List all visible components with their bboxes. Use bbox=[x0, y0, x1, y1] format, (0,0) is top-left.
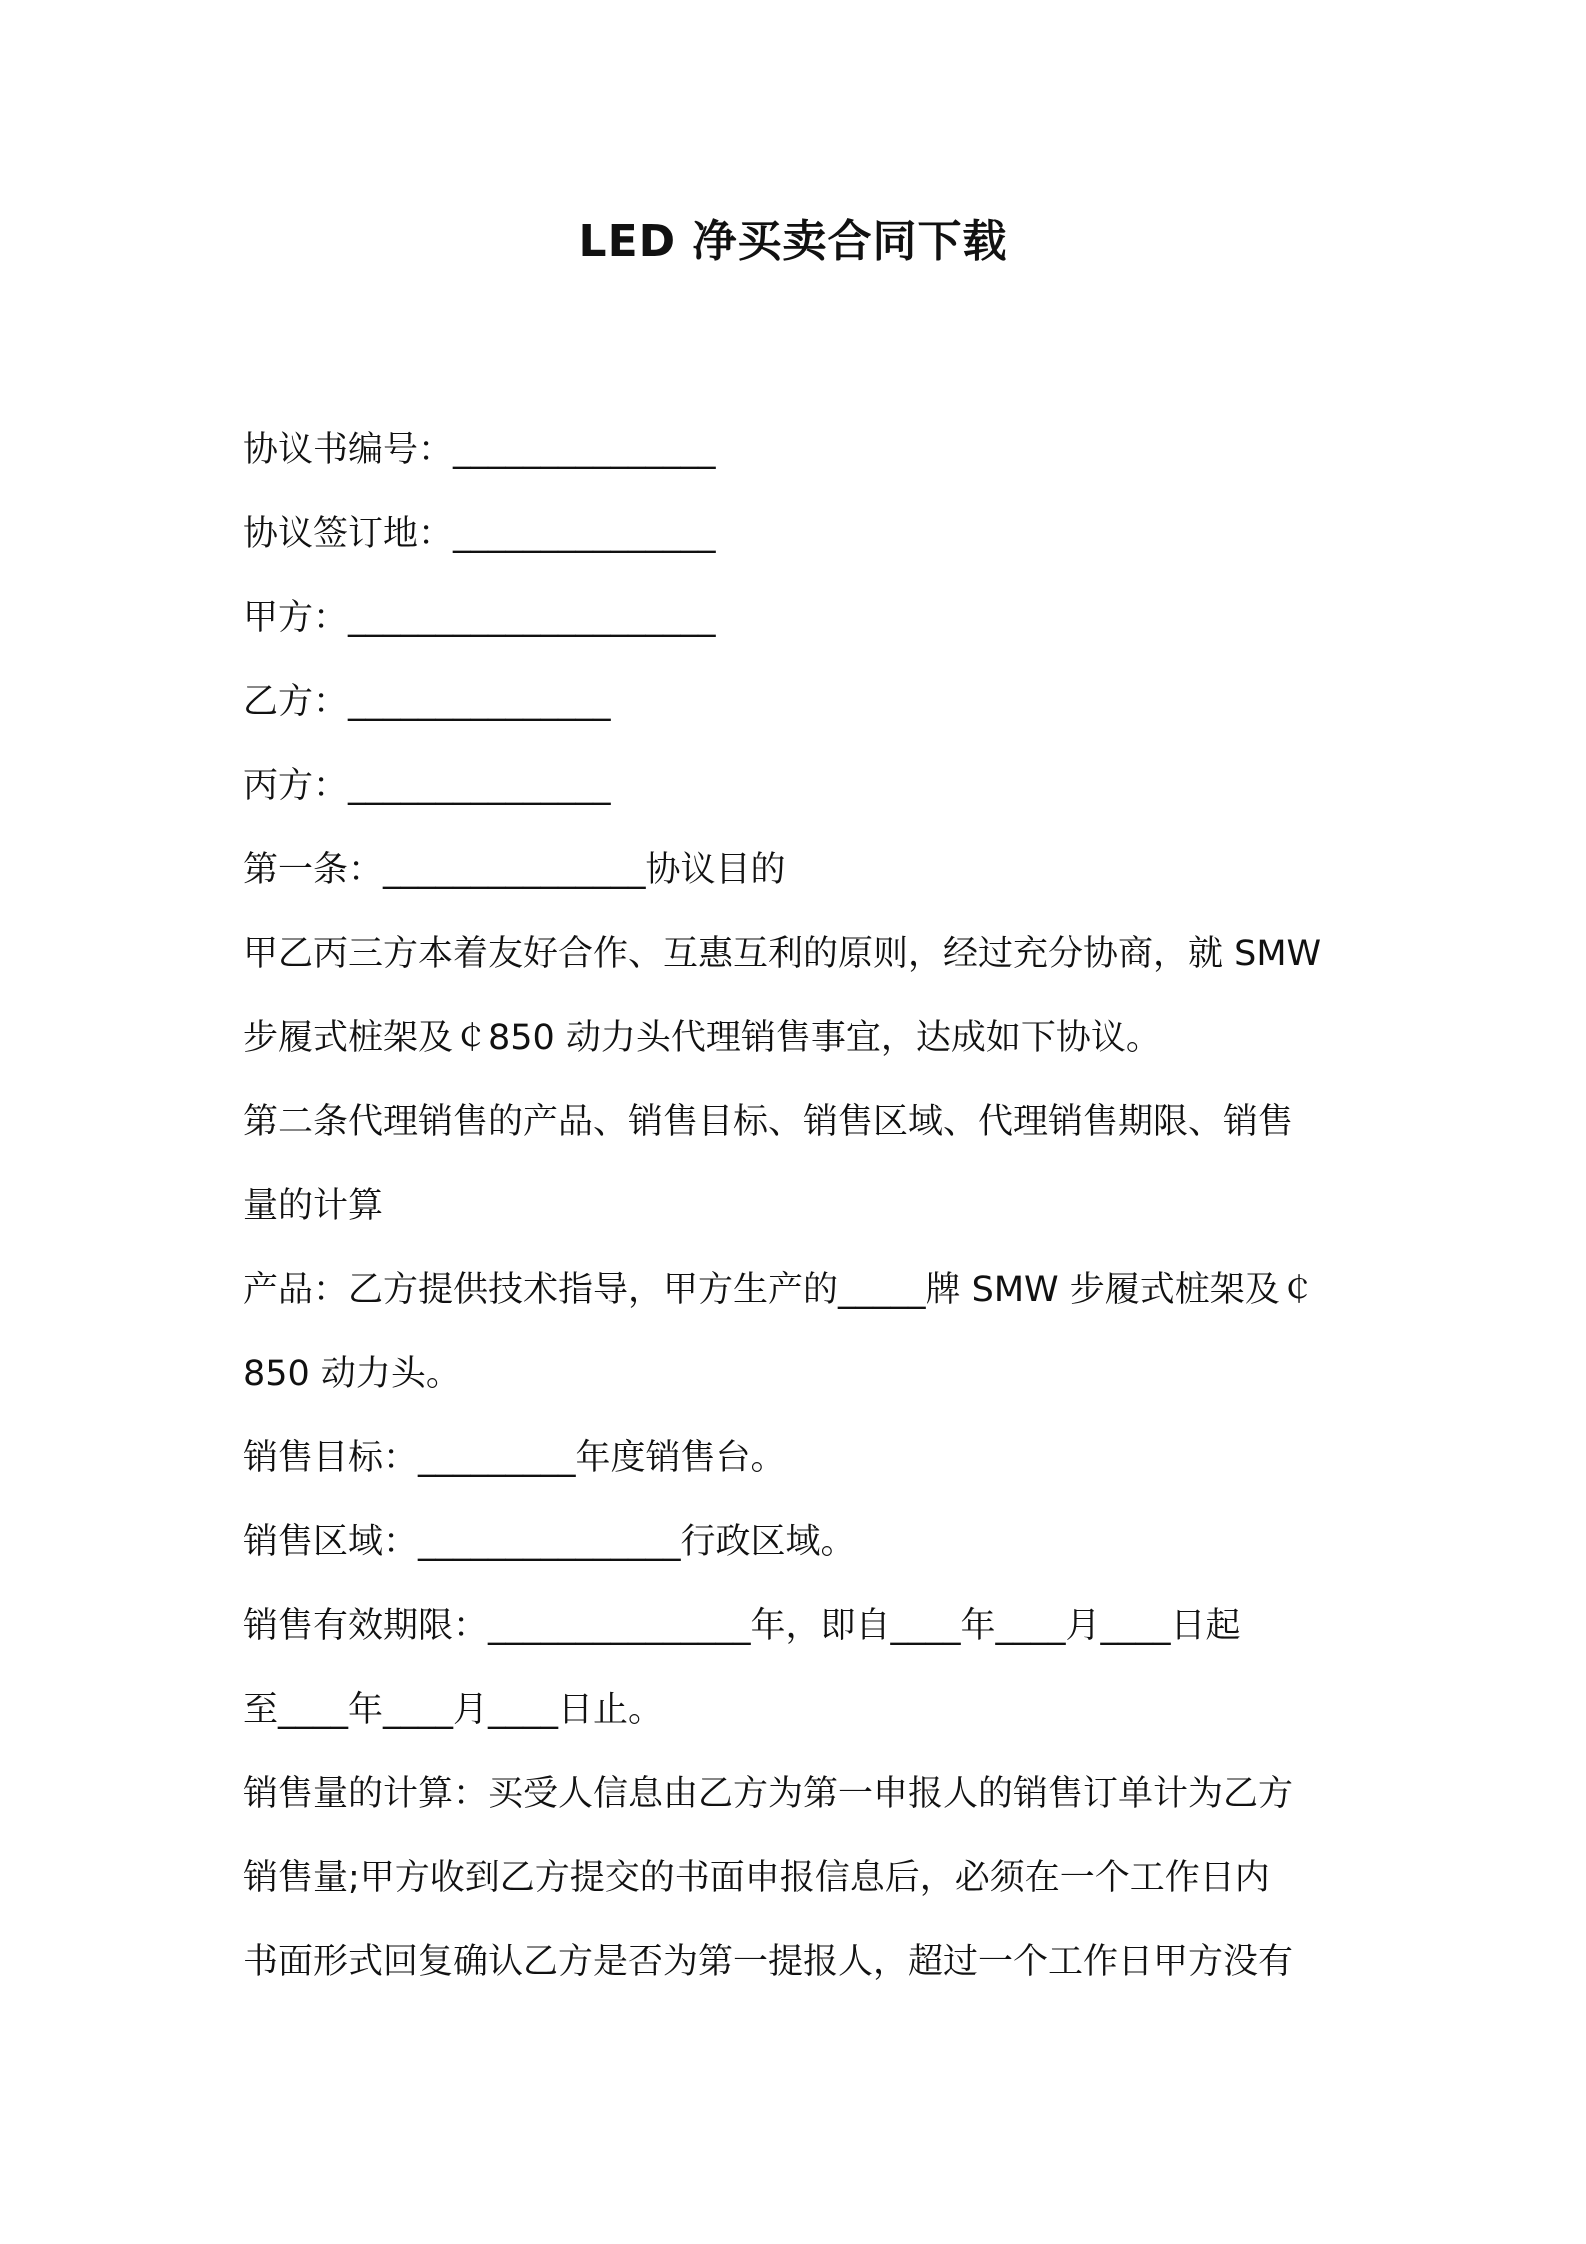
party-c-line: 丙方：_______________ bbox=[243, 766, 611, 806]
sales-volume-line-cont: 书面形式回复确认乙方是否为第一提报人，超过一个工作日甲方没有 bbox=[243, 1942, 1294, 1982]
sales-target-line: 销售目标：_________年度销售台。 bbox=[243, 1438, 786, 1478]
agreement-number-line: 协议书编号：_______________ bbox=[243, 430, 716, 470]
paragraph-line: 步履式桩架及￠850 动力头代理销售事宜，达成如下协议。 bbox=[243, 1018, 1161, 1058]
signing-place-line: 协议签订地：_______________ bbox=[243, 514, 716, 554]
party-b-line: 乙方：_______________ bbox=[243, 682, 611, 722]
sales-volume-line: 销售量的计算：买受人信息由乙方为第一申报人的销售订单计为乙方 bbox=[243, 1774, 1294, 1814]
paragraph-line: 甲乙丙三方本着友好合作、互惠互利的原则，经过充分协商，就 SMW bbox=[243, 934, 1322, 974]
article-one-heading: 第一条：_______________协议目的 bbox=[243, 850, 786, 890]
product-line: 产品：乙方提供技术指导，甲方生产的_____牌 SMW 步履式桩架及￠ bbox=[243, 1270, 1315, 1310]
sales-period-line-cont: 至____年____月____日止。 bbox=[243, 1690, 664, 1730]
product-line-cont: 850 动力头。 bbox=[243, 1354, 461, 1394]
sales-volume-line-cont: 销售量;甲方收到乙方提交的书面申报信息后，必须在一个工作日内 bbox=[243, 1858, 1270, 1898]
article-two-heading-cont: 量的计算 bbox=[243, 1186, 384, 1226]
party-a-line: 甲方：_____________________ bbox=[243, 598, 716, 638]
sales-region-line: 销售区域：_______________行政区域。 bbox=[243, 1522, 856, 1562]
article-two-heading: 第二条代理销售的产品、销售目标、销售区域、代理销售期限、销售 bbox=[243, 1102, 1294, 1142]
document-body bbox=[243, 408, 1358, 2004]
document-title: LED 净买卖合同下载 bbox=[578, 216, 1008, 267]
sales-period-line: 销售有效期限：_______________年，即自____年____月____日起 bbox=[243, 1606, 1241, 1646]
